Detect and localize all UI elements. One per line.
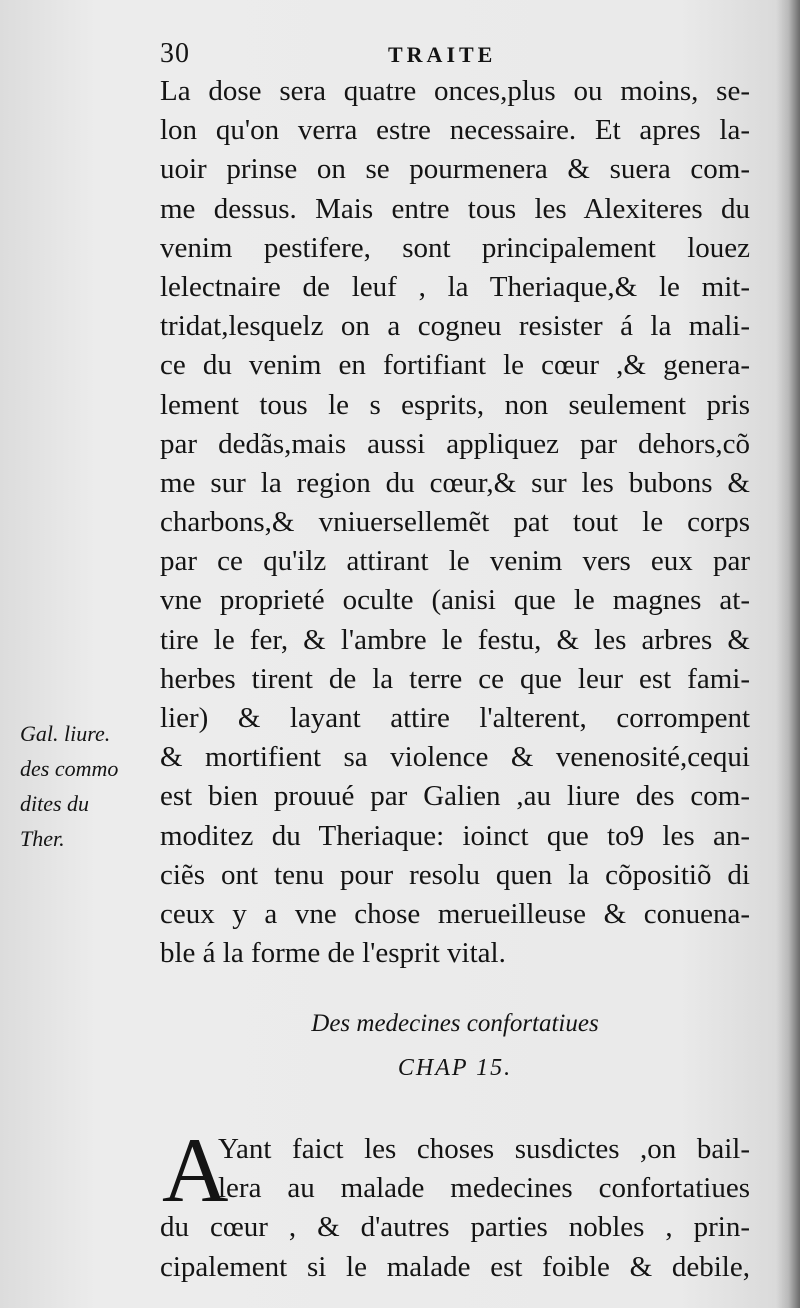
marginal-note-line: Ther. xyxy=(20,826,65,851)
running-title: TRAITE xyxy=(388,42,497,67)
drop-cap: A xyxy=(162,1119,229,1221)
text-line: & mortifient sa violence & venenosité,cequi xyxy=(160,741,750,774)
text-line: ble á la forme de l'esprit vital. xyxy=(160,937,506,970)
page-number: 30 xyxy=(160,38,190,69)
main-text-block xyxy=(160,72,750,973)
text-line: par dedãs,mais aussi appliquez par dehors,cõ xyxy=(160,427,750,460)
marginal-note-line: des commo xyxy=(20,756,119,781)
text-line: par ce qu'ilz attirant le venim vers eux par xyxy=(160,545,750,578)
text-line: venim pestifere, sont principalement louez xyxy=(160,231,750,264)
text-line: du cœur , & d'autres parties nobles , prin- xyxy=(160,1211,750,1244)
text-line: lera au malade medecines confortatiues xyxy=(218,1172,750,1205)
text-line: ceux y a vne chose merueilleuse & conuena- xyxy=(160,897,750,930)
page-edge xyxy=(788,0,800,1308)
text-line: me sur la region du cœur,& sur les bubons & xyxy=(160,466,750,499)
text-line: me dessus. Mais entre tous les Alexiteres du xyxy=(160,192,750,225)
text-line: tire le fer, & l'ambre le festu, & les arbres & xyxy=(160,623,750,656)
text-line: lelectnaire de leuf , la Theriaque,& le mit- xyxy=(160,270,750,303)
text-line: lon qu'on verra estre necessaire. Et apres la- xyxy=(160,114,750,147)
chapter-title: Des medecines confortatiues xyxy=(311,1010,599,1037)
marginal-note-line: Gal. liure. xyxy=(20,721,111,746)
text-line: moditez du Theriaque: ioinct que to9 les an- xyxy=(160,819,750,852)
text-line: vne proprieté oculte (anisi que le magnes at- xyxy=(160,584,750,617)
chapter-number: CHAP 15. xyxy=(397,1055,513,1081)
marginal-note xyxy=(20,716,160,856)
text-line: herbes tirent de la terre ce que leur est fami- xyxy=(160,662,750,695)
text-line: Yant faict les choses susdictes ,on bail- xyxy=(218,1133,750,1165)
marginal-note-line: dites du xyxy=(20,791,90,816)
text-line: ciẽs ont tenu pour resolu quen la cõpositiõ di xyxy=(160,858,750,891)
text-line: lement tous le s esprits, non seulement pris xyxy=(160,388,750,421)
text-line: charbons,& vniuersellemẽt pat tout le corps xyxy=(160,506,750,539)
text-line: lier) & layant attire l'alterent, corrompent xyxy=(160,702,750,734)
chapter-text-block xyxy=(160,1119,750,1287)
text-line: uoir prinse on se pourmenera & suera com- xyxy=(160,153,750,186)
text-line: La dose sera quatre onces,plus ou moins, se- xyxy=(160,75,750,107)
text-line: est bien prouué par Galien ,au liure des com- xyxy=(160,780,750,813)
text-line: tridat,lesquelz on a cogneu resister á la mali- xyxy=(160,310,750,343)
text-line: cipalement si le malade est foible & debile, xyxy=(160,1250,750,1283)
text-line: ce du venim en fortifiant le cœur ,& genera- xyxy=(160,349,750,382)
